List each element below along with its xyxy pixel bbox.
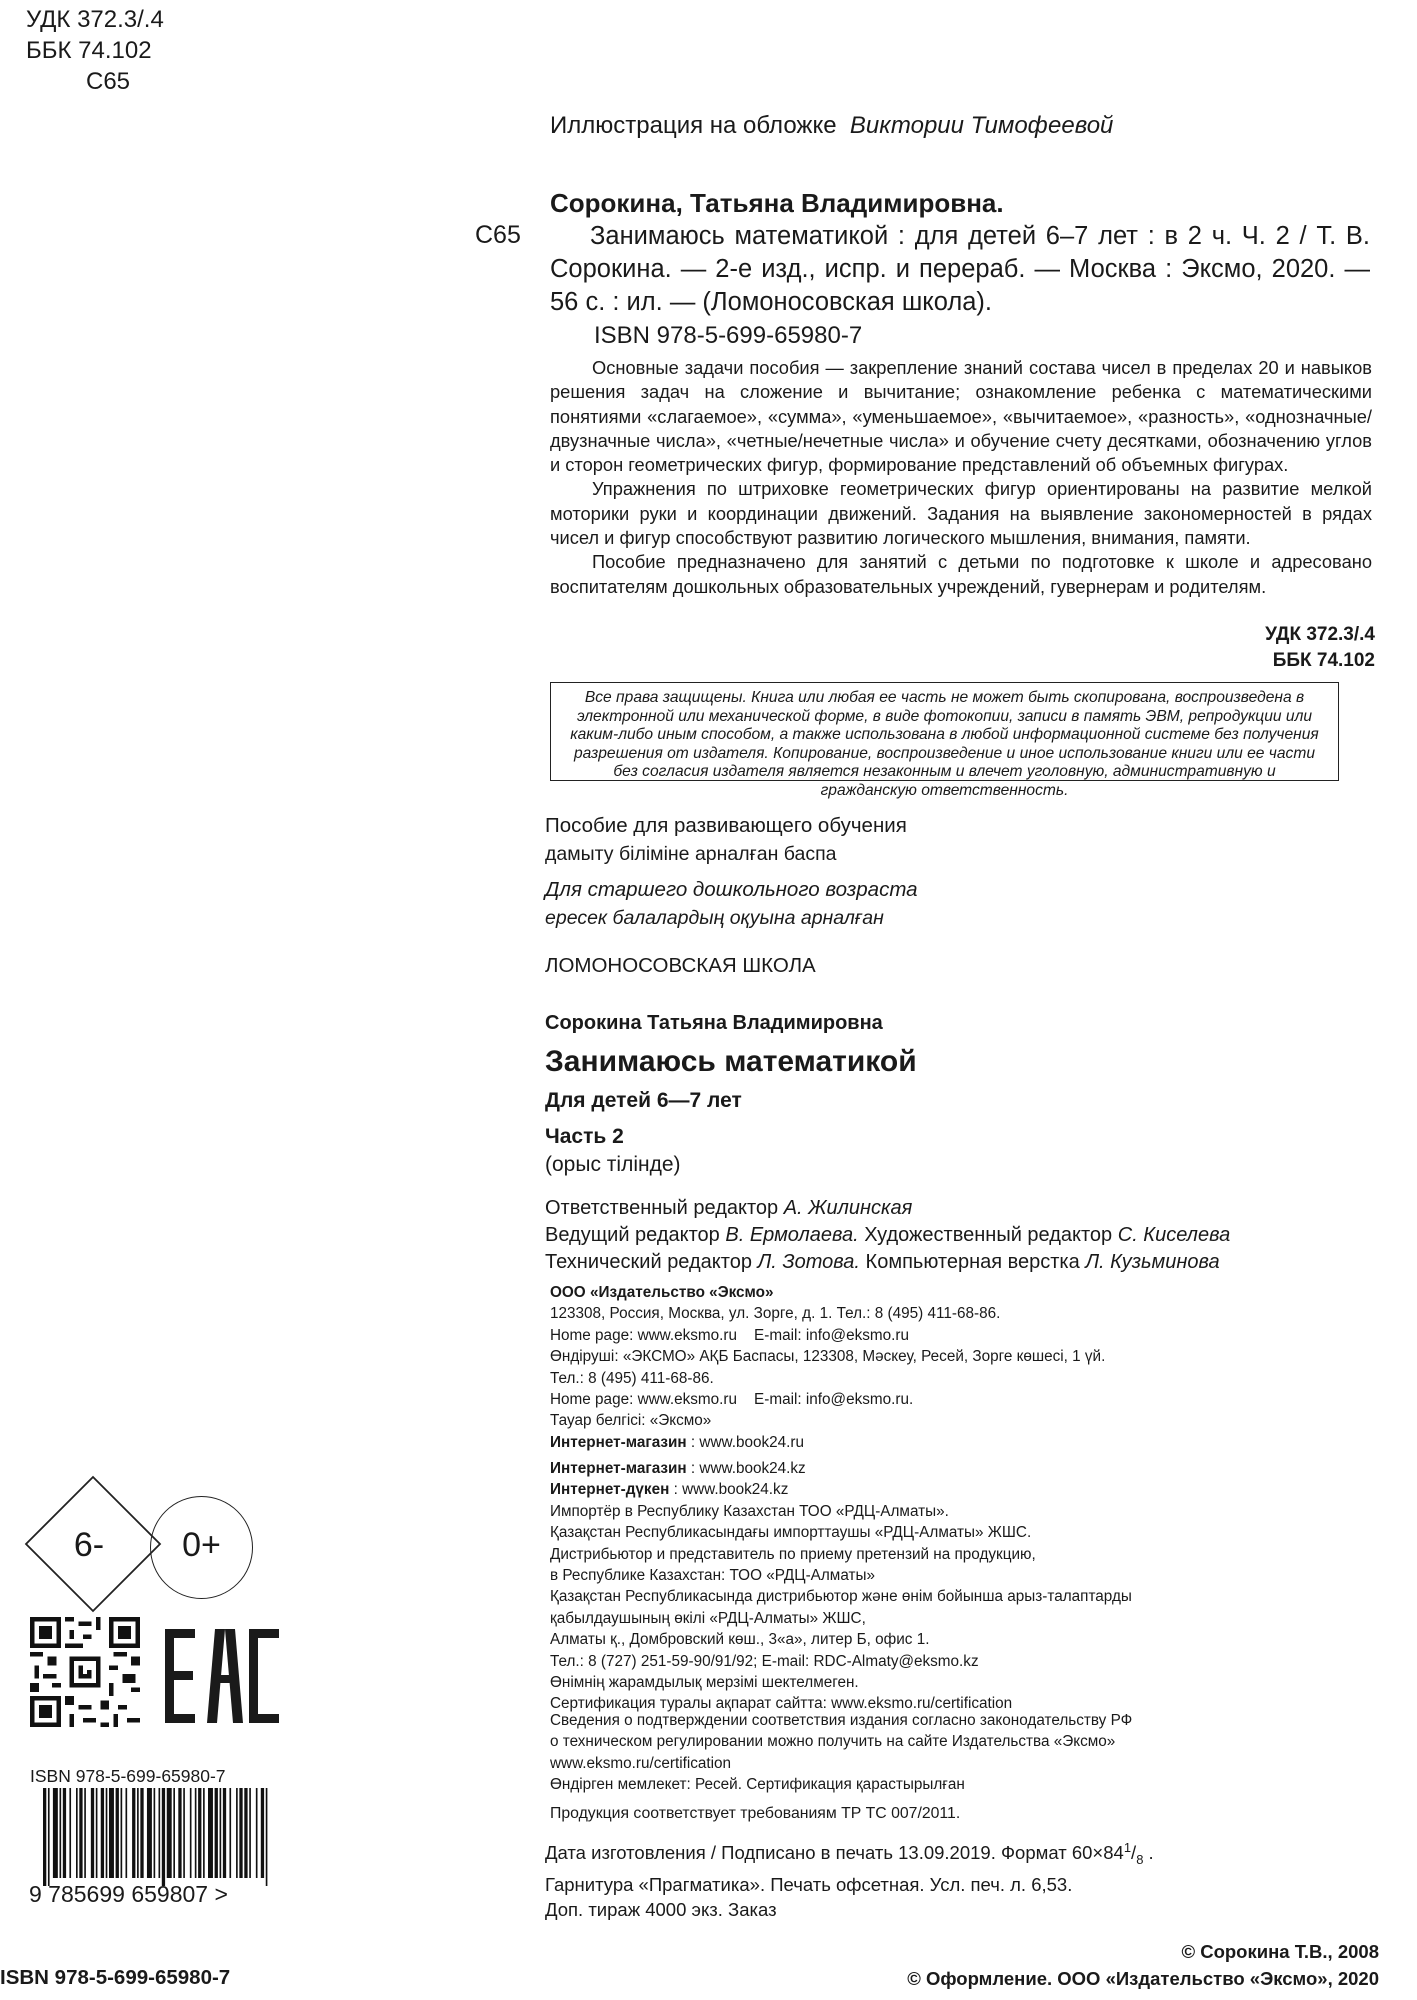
importer-line: Дистрибьютор и представитель по приему претензий на продукцию, bbox=[550, 1545, 1036, 1563]
eac-mark-icon bbox=[163, 1627, 281, 1725]
annotation-paragraph: Пособие предназначено для занятий с детьми по подготовке к школе и адресовано воспитателям дошкольных образовательных учреждений, гувернерам и родителям. bbox=[550, 551, 1372, 597]
certification-line: о техническом регулировании можно получить на сайте Издательства «Эксмо» bbox=[550, 1733, 1116, 1751]
biblio-author: Сорокина, Татьяна Владимировна. bbox=[550, 188, 1004, 218]
editor-name: В. Ермолаева. bbox=[725, 1224, 859, 1246]
shop-label: Интернет-магазин bbox=[550, 1433, 687, 1451]
book-language: (орыс тілінде) bbox=[545, 1153, 681, 1176]
publisher-phone-kz: Тел.: 8 (495) 411-68-86. bbox=[550, 1369, 714, 1387]
importer-line: Алматы қ., Домбровский көш., 3«а», литер Б, офис 1. bbox=[550, 1631, 930, 1649]
series-name: ЛОМОНОСОВСКАЯ ШКОЛА bbox=[545, 954, 816, 977]
print-info bbox=[545, 1835, 1154, 1922]
udk-code: УДК 372.3/.4 bbox=[26, 6, 164, 33]
print-line-1: Дата изготовления / Подписано в печать 13.09.2019. Формат $60\times 84^1/_8$ . bbox=[545, 1840, 1154, 1867]
print-line-3: Доп. тираж 4000 экз. Заказ bbox=[545, 1898, 777, 1920]
author-sign: С65 bbox=[86, 68, 131, 95]
qr-code-icon bbox=[30, 1617, 140, 1727]
book-age: Для детей 6—7 лет bbox=[545, 1089, 742, 1112]
age-rating-0-label: 0+ bbox=[182, 1526, 221, 1564]
edu-age-kz: ересек балалардың оқуына арналған bbox=[545, 907, 884, 929]
rights-notice-box: Все права защищены. Книга или любая ее часть не может быть скопирована, воспроизведена в электронной или механической форме, в виде фотокопии, записи в память ЭВМ, репродукции или каким-либо иным способом, а также использована в любой информационной системе без получения разрешения от издателя. Копирование, воспроизведение и иное использование книги или ее части без согласия издателя является незаконным и влечет уголовную, административную и гражданскую ответственность. bbox=[550, 682, 1339, 781]
format-fraction-num: 1 bbox=[1123, 1840, 1132, 1855]
edu-purpose bbox=[545, 812, 907, 868]
age-rating-6-diamond bbox=[23, 1474, 163, 1614]
editor-label: Ведущий редактор bbox=[545, 1224, 720, 1246]
importer-line: Импортёр в Республику Казахстан ТОО «РДЦ-Алматы». bbox=[550, 1502, 949, 1520]
classification-codes bbox=[1265, 622, 1375, 674]
editor-line bbox=[545, 1249, 1230, 1276]
shop-kz2 bbox=[550, 1479, 1132, 1500]
importer-line: Сертификация туралы ақпарат сайтта: www.eksmo.ru/certification bbox=[550, 1695, 1013, 1713]
book-author: Сорокина Татьяна Владимировна bbox=[545, 1012, 883, 1034]
barcode-digits: 9 785699 659807 > bbox=[29, 1881, 228, 1905]
edu-purpose-ru: Пособие для развивающего обучения bbox=[545, 814, 907, 837]
editor-label: Ответственный редактор bbox=[545, 1197, 779, 1219]
importer-line: Тел.: 8 (727) 251-59-90/91/92; E-mail: RDC-Almaty@eksmo.kz bbox=[550, 1652, 979, 1670]
shop-url: : www.book24.kz bbox=[669, 1481, 789, 1499]
editor-label: Художественный редактор bbox=[864, 1224, 1113, 1246]
illustrator-name: Виктории Тимофеевой bbox=[849, 112, 1114, 139]
certification-block bbox=[550, 1710, 1132, 1796]
annotation-paragraph: Упражнения по штриховке геометрических фигур ориентированы на развитие мелкой моторики руки и координации движений. Задания на выявление закономерностей в рядах чисел и фигур способствуют развитию логического мышления, внимания, памяти. bbox=[550, 478, 1372, 549]
publisher-trademark: Тауар белгісі: «Эксмо» bbox=[550, 1412, 712, 1430]
format-fraction-den: 8 bbox=[1136, 1851, 1144, 1867]
importer-line: Қазақстан Республикасындағы импорттаушы «РДЦ-Алматы» ЖШС. bbox=[550, 1524, 1032, 1542]
publisher-web-kz: Home page: www.eksmo.ru E-mail: info@eksmo.ru. bbox=[550, 1391, 914, 1409]
publisher-maker-kz: Өндіруші: «ЭКСМО» АҚБ Баспасы, 123308, Мәскеу, Ресей, Зорге көшесі, 1 үй. bbox=[550, 1348, 1106, 1366]
age-rating-0-circle bbox=[150, 1496, 253, 1599]
edu-age-ru: Для старшего дошкольного возраста bbox=[545, 878, 918, 901]
copyright-block bbox=[907, 1938, 1379, 1992]
book-part: Часть 2 bbox=[545, 1125, 624, 1148]
bbk-code: ББК 74.102 bbox=[26, 37, 152, 64]
editor-line bbox=[545, 1195, 1230, 1222]
editor-label: Компьютерная верстка bbox=[865, 1251, 1080, 1273]
catalog-codes bbox=[26, 4, 164, 97]
certification-line: Сведения о подтверждении соответствия издания согласно законодательству РФ bbox=[550, 1712, 1133, 1729]
importer-block bbox=[550, 1458, 1132, 1715]
importer-line: Өнімнің жарамдылық мерзімі шектелмеген. bbox=[550, 1674, 859, 1692]
shop-label: Интернет-дүкен bbox=[550, 1481, 670, 1499]
edu-purpose-kz: дамыту біліміне арналған баспа bbox=[545, 843, 837, 865]
annotation-paragraph: Основные задачи пособия — закрепление знаний состава чисел в пределах 20 и навыков решения задач на сложение и вычитание; ознакомление ребенка с математическими понятиями «слагаемое», «сумма», «уменьшаемое», «вычитаемое», «разность», «однозначные/двузначные числа», «четные/нечетные числа» и обучение счету десятками, обозначению углов и сторон геометрических фигур, формирование представлений об объемных фигурах. bbox=[550, 357, 1372, 476]
udk-code-bold: УДК 372.3/.4 bbox=[1265, 624, 1375, 645]
certification-line: Өндірген мемлекет: Ресей. Сертификация қарастырылған bbox=[550, 1776, 965, 1794]
importer-line: Қазақстан Республикасында дистрибьютор және өнім бойынша арыз-талаптарды bbox=[550, 1588, 1132, 1606]
editor-label: Технический редактор bbox=[545, 1251, 752, 1273]
publisher-name: ООО «Издательство «Эксмо» bbox=[550, 1284, 774, 1301]
editors-block bbox=[545, 1195, 1230, 1276]
book-title: Занимаюсь математикой bbox=[545, 1045, 917, 1078]
illustration-prefix: Иллюстрация на обложке bbox=[550, 112, 837, 139]
cover-illustration-credit bbox=[550, 112, 1113, 140]
publisher-address: 123308, Россия, Москва, ул. Зорге, д. 1. Тел.: 8 (495) 411-68-86. bbox=[550, 1305, 1001, 1323]
age-rating-6-label: 6- bbox=[73, 1526, 105, 1564]
shop-label: Интернет-магазин bbox=[550, 1460, 687, 1477]
editor-name: Л. Зотова. bbox=[757, 1251, 860, 1273]
copyright-design: © Оформление. ООО «Издательство «Эксмо», 2020 bbox=[907, 1968, 1379, 1989]
bbk-code-bold: ББК 74.102 bbox=[1272, 650, 1375, 671]
importer-line: қабылдаушының өкілі «РДЦ-Алматы» ЖШС, bbox=[550, 1609, 866, 1627]
editor-name: Л. Кузьминова bbox=[1085, 1251, 1220, 1273]
copyright-author: © Сорокина Т.В., 2008 bbox=[1181, 1941, 1379, 1962]
biblio-side-sign: С65 bbox=[475, 221, 521, 249]
print-line-2: Гарнитура «Прагматика». Печать офсетная. Усл. печ. л. 6,53. bbox=[545, 1873, 1073, 1895]
edu-age bbox=[545, 876, 918, 932]
format-tail: . bbox=[1143, 1842, 1154, 1864]
print-date-format: Дата изготовления / Подписано в печать 13.09.2019. Формат 60×84 bbox=[545, 1842, 1124, 1864]
shop-url: : www.book24.ru bbox=[686, 1433, 804, 1451]
biblio-isbn: ISBN 978-5-699-65980-7 bbox=[594, 322, 863, 349]
editor-name: А. Жилинская bbox=[783, 1197, 913, 1219]
annotation bbox=[550, 356, 1372, 599]
publisher-block bbox=[550, 1282, 1105, 1453]
publisher-web: Home page: www.eksmo.ru E-mail: info@eksmo.ru bbox=[550, 1326, 909, 1344]
shop-url: : www.book24.kz bbox=[686, 1460, 806, 1477]
importer-line: в Республике Казахстан: ТОО «РДЦ-Алматы» bbox=[550, 1567, 875, 1585]
biblio-description: Занимаюсь математикой : для детей 6–7 лет : в 2 ч. Ч. 2 / Т. В. Сорокина. — 2-е изд., испр. и перераб. — Москва : Эксмо, 2020. — 56 с. : ил. — (Ломоносовская школа). bbox=[550, 222, 1370, 316]
barcode-icon bbox=[27, 1788, 277, 1905]
shop-kz bbox=[550, 1458, 1132, 1479]
isbn-bottom: ISBN 978-5-699-65980-7 bbox=[0, 1966, 231, 1989]
editor-name: С. Киселева bbox=[1117, 1224, 1231, 1246]
certification-line: www.eksmo.ru/certification bbox=[550, 1754, 732, 1772]
publisher-shop bbox=[550, 1432, 1105, 1453]
tr-compliance: Продукция соответствует требованиям ТР ТС 007/2011. bbox=[550, 1805, 961, 1822]
barcode-isbn-label: ISBN 978-5-699-65980-7 bbox=[30, 1766, 226, 1786]
editor-line bbox=[545, 1222, 1230, 1249]
